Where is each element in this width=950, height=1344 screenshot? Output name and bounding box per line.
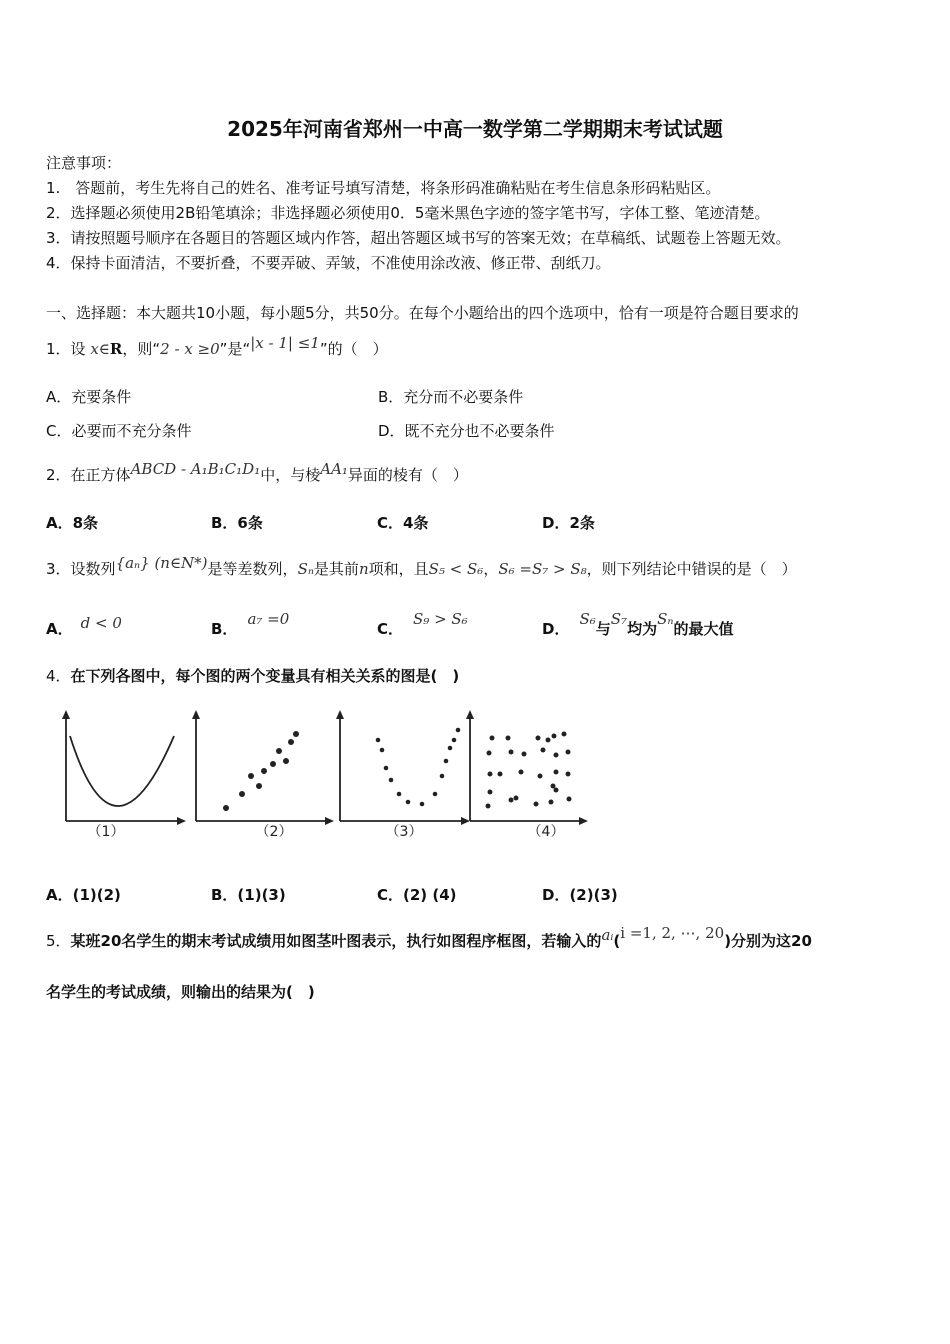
scatter-point: [541, 748, 546, 753]
math-expression: Sₙ: [657, 610, 674, 628]
math-expression: d < 0: [80, 614, 122, 632]
question-5-continued: 名学生的考试成绩，则输出的结果为( ): [46, 983, 315, 1001]
question-text: 异面的棱有（ ）: [347, 466, 468, 484]
graph-label: （3）: [385, 824, 423, 840]
option-d[interactable]: D．既不充分也不必要条件: [378, 422, 555, 440]
question-number: 2．: [46, 466, 71, 484]
math-expression: a₇ =0: [247, 610, 290, 628]
scatter-point: [440, 774, 445, 779]
question-3: [46, 554, 797, 579]
scatter-point: [488, 790, 493, 795]
math-expression: Sₙ: [297, 560, 314, 578]
scatter-point: [562, 732, 567, 737]
scatter-point: [554, 753, 559, 758]
scatter-point: [536, 736, 541, 741]
scatter-point: [389, 778, 394, 783]
scatter-point: [276, 748, 282, 754]
option-b[interactable]: [211, 610, 290, 639]
scatter-point: [567, 797, 572, 802]
question-4: [46, 665, 459, 686]
scatter-point: [509, 750, 514, 755]
scatter-point: [293, 731, 299, 737]
option-c[interactable]: [377, 610, 468, 639]
scatter-point: [549, 800, 554, 805]
scatter-point: [506, 736, 511, 741]
question-text: 是其前: [313, 560, 359, 578]
question-text: 在正方体: [70, 466, 131, 484]
q4-graphs-figure: [46, 706, 596, 846]
arrow-icon: [461, 817, 470, 825]
page-title: 2025年河南省郑州一中高一数学第二学期期末考试试题: [227, 117, 723, 141]
graph-label: （2）: [255, 824, 293, 840]
scatter-point: [487, 751, 492, 756]
notice-item: 2．选择题必须使用2B铅笔填涂；非选择题必须使用0．5毫米黑色字迹的签字笔书写，字体工整、笔迹清楚。: [46, 204, 770, 222]
question-number: 1．: [46, 340, 71, 358]
option-a[interactable]: A．8条: [46, 514, 99, 532]
math-expression: aᵢ: [601, 926, 614, 944]
notice-item: 1. 答题前，考生先将自己的姓名、准考证号填写清楚，将条形码准确粘贴在考生信息条形码粘贴区。: [46, 179, 721, 197]
parabola-curve: [70, 736, 174, 806]
arrow-icon: [579, 817, 588, 825]
question-number: 5．: [46, 932, 71, 950]
option-c[interactable]: C．4条: [377, 514, 429, 532]
question-text: 设数列: [70, 560, 116, 578]
math-expression: x∈: [90, 340, 110, 358]
arrow-icon: [192, 710, 200, 719]
question-number: 4．: [46, 667, 71, 685]
scatter-point: [288, 739, 294, 745]
math-expression: AA₁: [320, 460, 348, 478]
option-label: D．: [542, 620, 570, 638]
option-d[interactable]: [542, 610, 734, 639]
section-heading: 一、选择题：本大题共10小题，每小题5分，共50分。在每个小题给出的四个选项中，恰有一项是符合题目要求的: [46, 304, 799, 322]
option-c[interactable]: C．必要而不充分条件: [46, 422, 192, 440]
question-text: ，: [483, 560, 499, 578]
scatter-point: [490, 736, 495, 741]
question-5: [46, 924, 812, 951]
math-expression: {aₙ} (n∈N*): [115, 554, 208, 572]
scatter-point: [420, 802, 425, 807]
option-b[interactable]: B．充分而不必要条件: [378, 388, 524, 406]
arrow-icon: [336, 710, 344, 719]
graph-label: （1）: [87, 824, 125, 840]
option-label: A．: [46, 620, 73, 638]
math-expression: |x - 1| ≤1: [250, 334, 320, 352]
scatter-point: [448, 746, 453, 751]
scatter-point: [270, 761, 276, 767]
option-a[interactable]: A．充要条件: [46, 388, 132, 406]
option-a[interactable]: A．(1)(2): [46, 886, 121, 904]
math-expression: n: [358, 560, 369, 578]
scatter-point: [261, 768, 267, 774]
scatter-point: [456, 728, 461, 733]
option-text: 与: [595, 620, 611, 638]
math-expression: i =1, 2, ⋯, 20: [620, 924, 725, 942]
scatter-point: [488, 772, 493, 777]
question-text: ”的（ ）: [319, 340, 388, 358]
arrow-icon: [177, 817, 186, 825]
notice-item: 3．请按照题号顺序在各题目的答题区域内作答，超出答题区域书写的答案无效；在草稿纸、试题卷上答题无效。: [46, 229, 791, 247]
scatter-point: [223, 805, 229, 811]
option-label: B．: [211, 620, 238, 638]
question-text: 在下列各图中，每个图的两个变量具有相关关系的图是( ): [70, 667, 460, 685]
scatter-point: [376, 738, 381, 743]
option-label: C．: [377, 620, 404, 638]
scatter-point: [433, 792, 438, 797]
scatter-point: [554, 770, 559, 775]
arrow-icon: [466, 710, 474, 719]
scatter-point: [397, 792, 402, 797]
scatter-point: [514, 796, 519, 801]
scatter-point: [554, 788, 559, 793]
question-text: (: [613, 932, 621, 950]
scatter-point: [283, 758, 289, 764]
scatter-point: [380, 748, 385, 753]
question-text: ，则下列结论中错误的是（ ）: [586, 560, 797, 578]
option-text: 均为: [627, 620, 658, 638]
notice-heading: 注意事项：: [46, 154, 122, 172]
math-expression: S₅ < S₆: [428, 560, 484, 578]
option-text: 的最大值: [673, 620, 734, 638]
question-text: )分别为这20: [724, 932, 812, 950]
notice-item: 4．保持卡面清洁，不要折叠，不要弄破、弄皱，不准使用涂改液、修正带、刮纸刀。: [46, 254, 611, 272]
arrow-icon: [325, 817, 334, 825]
math-expression: S₇: [610, 610, 628, 628]
question-text: 项和，且: [368, 560, 429, 578]
scatter-point: [566, 772, 571, 777]
scatter-point: [566, 750, 571, 755]
question-text: 设: [70, 340, 86, 358]
scatter-point: [486, 804, 491, 809]
scatter-point: [551, 784, 556, 789]
option-b[interactable]: B．(1)(3): [211, 886, 286, 904]
question-number: 3．: [46, 560, 71, 578]
option-d[interactable]: D．2条: [542, 514, 595, 532]
scatter-point: [256, 783, 262, 789]
math-expression: ABCD - A₁B₁C₁D₁: [130, 460, 261, 478]
math-expression: S₉ > S₆: [413, 610, 468, 628]
math-expression: S₆: [579, 610, 596, 628]
question-text: ，则“: [122, 340, 161, 358]
scatter-point: [406, 800, 411, 805]
scatter-point: [509, 798, 514, 803]
scatter-point: [522, 752, 527, 757]
option-a[interactable]: [46, 614, 122, 639]
scatter-point: [552, 734, 557, 739]
math-set-R: R: [109, 340, 123, 358]
scatter-point: [248, 773, 254, 779]
scatter-point: [444, 759, 449, 764]
question-2: [46, 460, 468, 485]
scatter-point: [519, 770, 524, 775]
option-b[interactable]: B．6条: [211, 514, 263, 532]
scatter-point: [546, 738, 551, 743]
arrow-icon: [62, 710, 70, 719]
scatter-point: [498, 772, 503, 777]
scatter-point: [384, 766, 389, 771]
math-expression: 2 - x ≥0: [160, 340, 220, 358]
question-text: 中，与棱: [260, 466, 321, 484]
option-c[interactable]: C．(2) (4): [377, 886, 457, 904]
scatter-point: [452, 738, 457, 743]
question-text: ”是“: [219, 340, 251, 358]
graph-label: （4）: [527, 824, 565, 840]
question-text: 某班20名学生的期末考试成绩用如图茎叶图表示，执行如图程序框图，若输入的: [70, 932, 602, 950]
question-text: 是等差数列，: [207, 560, 298, 578]
option-d[interactable]: D．(2)(3): [542, 886, 618, 904]
scatter-point: [538, 774, 543, 779]
scatter-point: [534, 802, 539, 807]
question-1: [46, 334, 388, 359]
math-expression: S₆ =S₇ > S₈: [498, 560, 587, 578]
scatter-point: [239, 791, 245, 797]
